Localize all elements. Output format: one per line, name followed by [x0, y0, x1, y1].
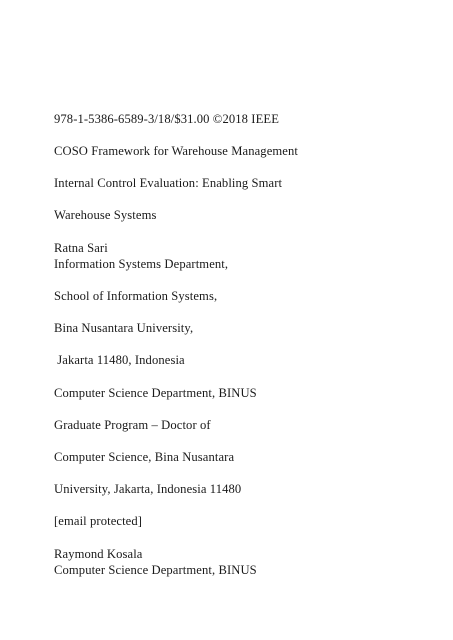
author1-affiliation-1: Information Systems Department,: [54, 257, 229, 271]
title-line-2: Internal Control Evaluation: Enabling Smart: [54, 176, 283, 190]
affiliation2-line-2: Graduate Program – Doctor of: [54, 418, 211, 432]
author1-affiliation-2: School of Information Systems,: [54, 289, 218, 303]
affiliation2-line-1: Computer Science Department, BINUS: [54, 386, 257, 400]
author1-affiliation-4: Jakarta 11480, Indonesia: [54, 353, 185, 367]
affiliation2-line-4: University, Jakarta, Indonesia 11480: [54, 482, 242, 496]
email-line: [email protected]: [54, 514, 143, 528]
author2-name: Raymond Kosala: [54, 547, 143, 561]
author1-name: Ratna Sari: [54, 241, 108, 255]
affiliation2-line-3: Computer Science, Bina Nusantara: [54, 450, 235, 464]
title-line-3: Warehouse Systems: [54, 208, 157, 222]
author2-affiliation-1: Computer Science Department, BINUS: [54, 563, 257, 577]
author1-affiliation-3: Bina Nusantara University,: [54, 321, 194, 335]
copyright-line: 978-1-5386-6589-3/18/$31.00 ©2018 IEEE: [54, 112, 279, 126]
title-line-1: COSO Framework for Warehouse Management: [54, 144, 298, 158]
